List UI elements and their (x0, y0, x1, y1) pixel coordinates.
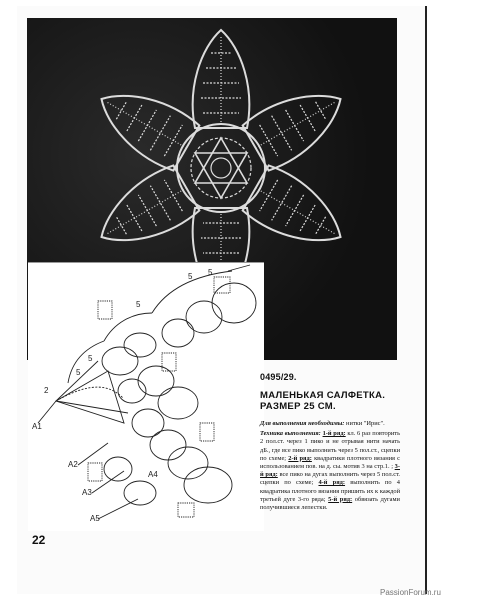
row4-text: выполнить по 4 квадратика плотного вязания пришить их к каждой третьей дуге 3-го ряда; (260, 479, 400, 503)
diagram-label-a2: A2 (68, 460, 78, 469)
materials-text: нитки "Ирис". (344, 420, 385, 427)
article-code: 0495/29. (260, 372, 297, 382)
materials-label: Для выполнения необходимы: (260, 420, 345, 427)
article-title-line1: МАЛЕНЬКАЯ САЛФЕТКА. (260, 390, 386, 401)
crochet-chart-drawing (28, 263, 264, 531)
diagram-label-5e: 5 (208, 268, 213, 277)
diagram-label-5b: 5 (88, 354, 93, 363)
row4-label: 4-й ряд: (318, 479, 346, 487)
row2-label: 2-й ряд: (288, 454, 312, 462)
technique-paragraph (260, 430, 400, 512)
row3-label: 3-й ряд: (260, 463, 400, 479)
row5-text: обвязать дугами получившиеся лепестки. (260, 495, 400, 512)
article-title-line2: РАЗМЕР 25 СМ. (260, 401, 336, 412)
diagram-label-a5: A5 (90, 514, 100, 523)
diagram-label-a1: A1 (32, 422, 42, 431)
article-text (260, 372, 400, 512)
row2-text: квадратики плотного вязания с использованием пов. на д. сы. мотив 3 на стр.1. ; (260, 454, 400, 471)
article-title (260, 390, 400, 412)
materials-paragraph (260, 420, 400, 428)
crochet-diagram (28, 262, 264, 531)
diagram-label-a3: A3 (82, 488, 92, 497)
page-number: 22 (32, 533, 46, 547)
row3-text: все пико на дугах выполнить через 5 пол.ст. сцепки по схеме; (260, 471, 400, 487)
watermark: PassionForum.ru (380, 588, 441, 597)
diagram-label-5d: 5 (188, 272, 193, 281)
diagram-label-a4: A4 (148, 470, 158, 479)
diagram-label-2: 2 (44, 386, 49, 395)
row1-text: кл. 6 раз повторить 2 пол.ст. через 1 пико и не отрывая нити начать дБ., где все пико выполнить через 5 пол.ст., сцепки по схеме; (260, 430, 400, 462)
diagram-label-5a: 5 (76, 368, 81, 377)
diagram-label-5c: 5 (136, 300, 141, 309)
row1-label: 1-й ряд: (322, 430, 346, 438)
row5-label: 5-й ряд: (328, 495, 353, 503)
technique-label: Техника выполнения: (260, 430, 321, 438)
